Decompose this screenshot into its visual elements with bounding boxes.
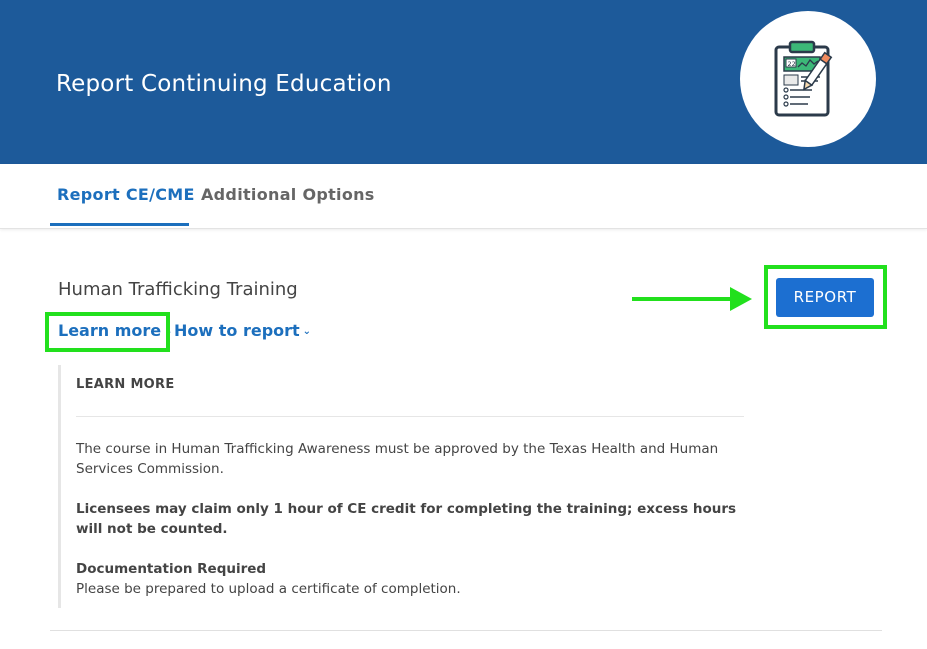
learn-more-heading: LEARN MORE	[76, 377, 175, 392]
clipboard-checklist-icon	[770, 37, 846, 119]
section-divider	[50, 630, 882, 631]
report-button[interactable]: REPORT	[776, 278, 874, 317]
tab-additional-options[interactable]: Additional Options	[201, 185, 375, 204]
arrow-right-icon	[632, 285, 754, 313]
page-header	[0, 0, 927, 164]
how-to-report-label: How to report	[174, 321, 300, 340]
active-tab-indicator	[50, 223, 189, 226]
documentation-section	[76, 559, 748, 599]
learn-more-highlight-box	[45, 312, 173, 352]
documentation-title: Documentation Required	[76, 561, 267, 577]
panel-divider	[76, 416, 744, 417]
learn-more-panel-border	[58, 365, 61, 608]
page-title: Report Continuing Education	[56, 71, 392, 97]
course-title: Human Trafficking Training	[58, 279, 298, 300]
chevron-down-icon: ⌄	[302, 326, 312, 337]
chevron-down-icon: ⌄	[164, 326, 173, 337]
documentation-text: Please be prepared to upload a certificate of completion.	[76, 581, 461, 597]
header-logo	[740, 11, 876, 147]
how-to-report-toggle[interactable]	[174, 320, 311, 343]
credit-limit-paragraph: Licensees may claim only 1 hour of CE credit for completing the training; excess hours will not be counted.	[76, 501, 737, 537]
svg-text:22: 22	[787, 60, 796, 68]
approval-paragraph: The course in Human Trafficking Awareness must be approved by the Texas Health and Human Services Commission.	[76, 441, 719, 477]
learn-more-label: Learn more	[58, 321, 162, 340]
tab-report-ce-cme[interactable]: Report CE/CME	[57, 185, 195, 204]
tab-bar	[0, 164, 927, 229]
